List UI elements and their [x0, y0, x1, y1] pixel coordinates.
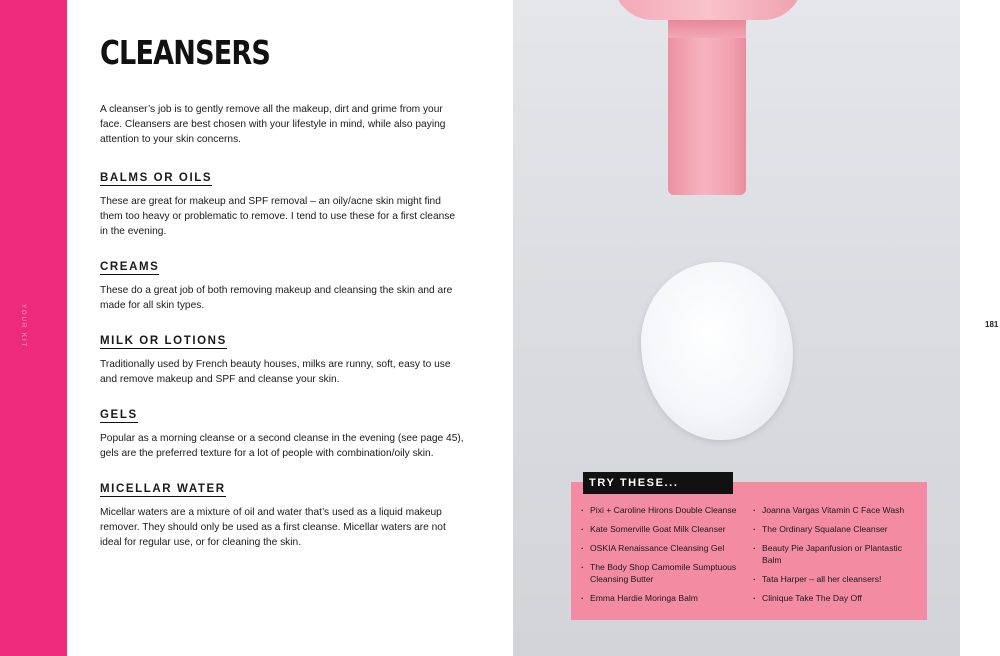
section-heading: MILK OR LOTIONS	[100, 335, 227, 347]
section-heading: CREAMS	[100, 261, 160, 273]
page-title: CLEANSERS	[100, 33, 271, 72]
try-these-list-right	[753, 504, 923, 611]
left-accent-bar	[0, 0, 67, 656]
section-body: Traditionally used by French beauty houses, milks are runny, soft, easy to use and remove makeup and SPF and cleanse your skin.	[100, 359, 451, 385]
intro-paragraph: A cleanser’s job is to gently remove all the makeup, dirt and grime from your face. Cleansers are best chosen with your lifestyle in mind, while also paying attention to your skin concerns.	[100, 104, 446, 145]
bottle-cap	[668, 20, 746, 195]
section-body: These are great for makeup and SPF removal – an oily/acne skin might find them too heavy or problematic to remove. I tend to use these for a first cleanse in the evening.	[100, 196, 456, 237]
list-item: · Emma Hardie Moringa Balm	[581, 592, 756, 604]
section-heading: BALMS OR OILS	[100, 172, 213, 184]
list-item: · OSKIA Renaissance Cleansing Gel	[581, 542, 756, 554]
section-creams	[100, 257, 465, 313]
section-heading: GELS	[100, 409, 138, 421]
section-micellar-water	[100, 479, 465, 550]
section-body: These do a great job of both removing makeup and cleansing the skin and are made for all skin types.	[100, 285, 453, 311]
section-gels	[100, 405, 465, 461]
list-item: · Kate Somerville Goat Milk Cleanser	[581, 523, 756, 535]
section-body: Micellar waters are a mixture of oil and water that’s used as a liquid makeup remover. They should only be used as a first cleanse. Micellar waters are not ideal for regular use, or for cleaning the skin.	[100, 507, 446, 548]
list-item: · The Body Shop Camomile Sumptuous Cleansing Butter	[581, 561, 756, 585]
section-milk-lotions	[100, 331, 465, 387]
list-item: · The Ordinary Squalane Cleanser	[753, 523, 923, 535]
bottle-body	[613, 0, 803, 20]
list-item: · Clinique Take The Day Off	[753, 592, 923, 604]
section-body: Popular as a morning cleanse or a second cleanse in the evening (see page 45), gels are the preferred texture for a lot of people with combination/oily skin.	[100, 433, 464, 459]
list-item: · Beauty Pie Japanfusion or Plantastic Balm	[753, 542, 923, 566]
section-side-label: YOUR KIT	[20, 304, 26, 349]
try-these-title: TRY THESE...	[583, 472, 733, 494]
section-balms-oils	[100, 168, 465, 239]
list-item: · Tata Harper – all her cleansers!	[753, 573, 923, 585]
try-these-list-left	[581, 504, 756, 611]
list-item: · Joanna Vargas Vitamin C Face Wash	[753, 504, 923, 516]
cleanser-drop	[641, 262, 793, 440]
list-item: · Pixi + Caroline Hirons Double Cleanse	[581, 504, 756, 516]
section-heading: MICELLAR WATER	[100, 483, 226, 495]
page-number: 181	[985, 320, 999, 329]
